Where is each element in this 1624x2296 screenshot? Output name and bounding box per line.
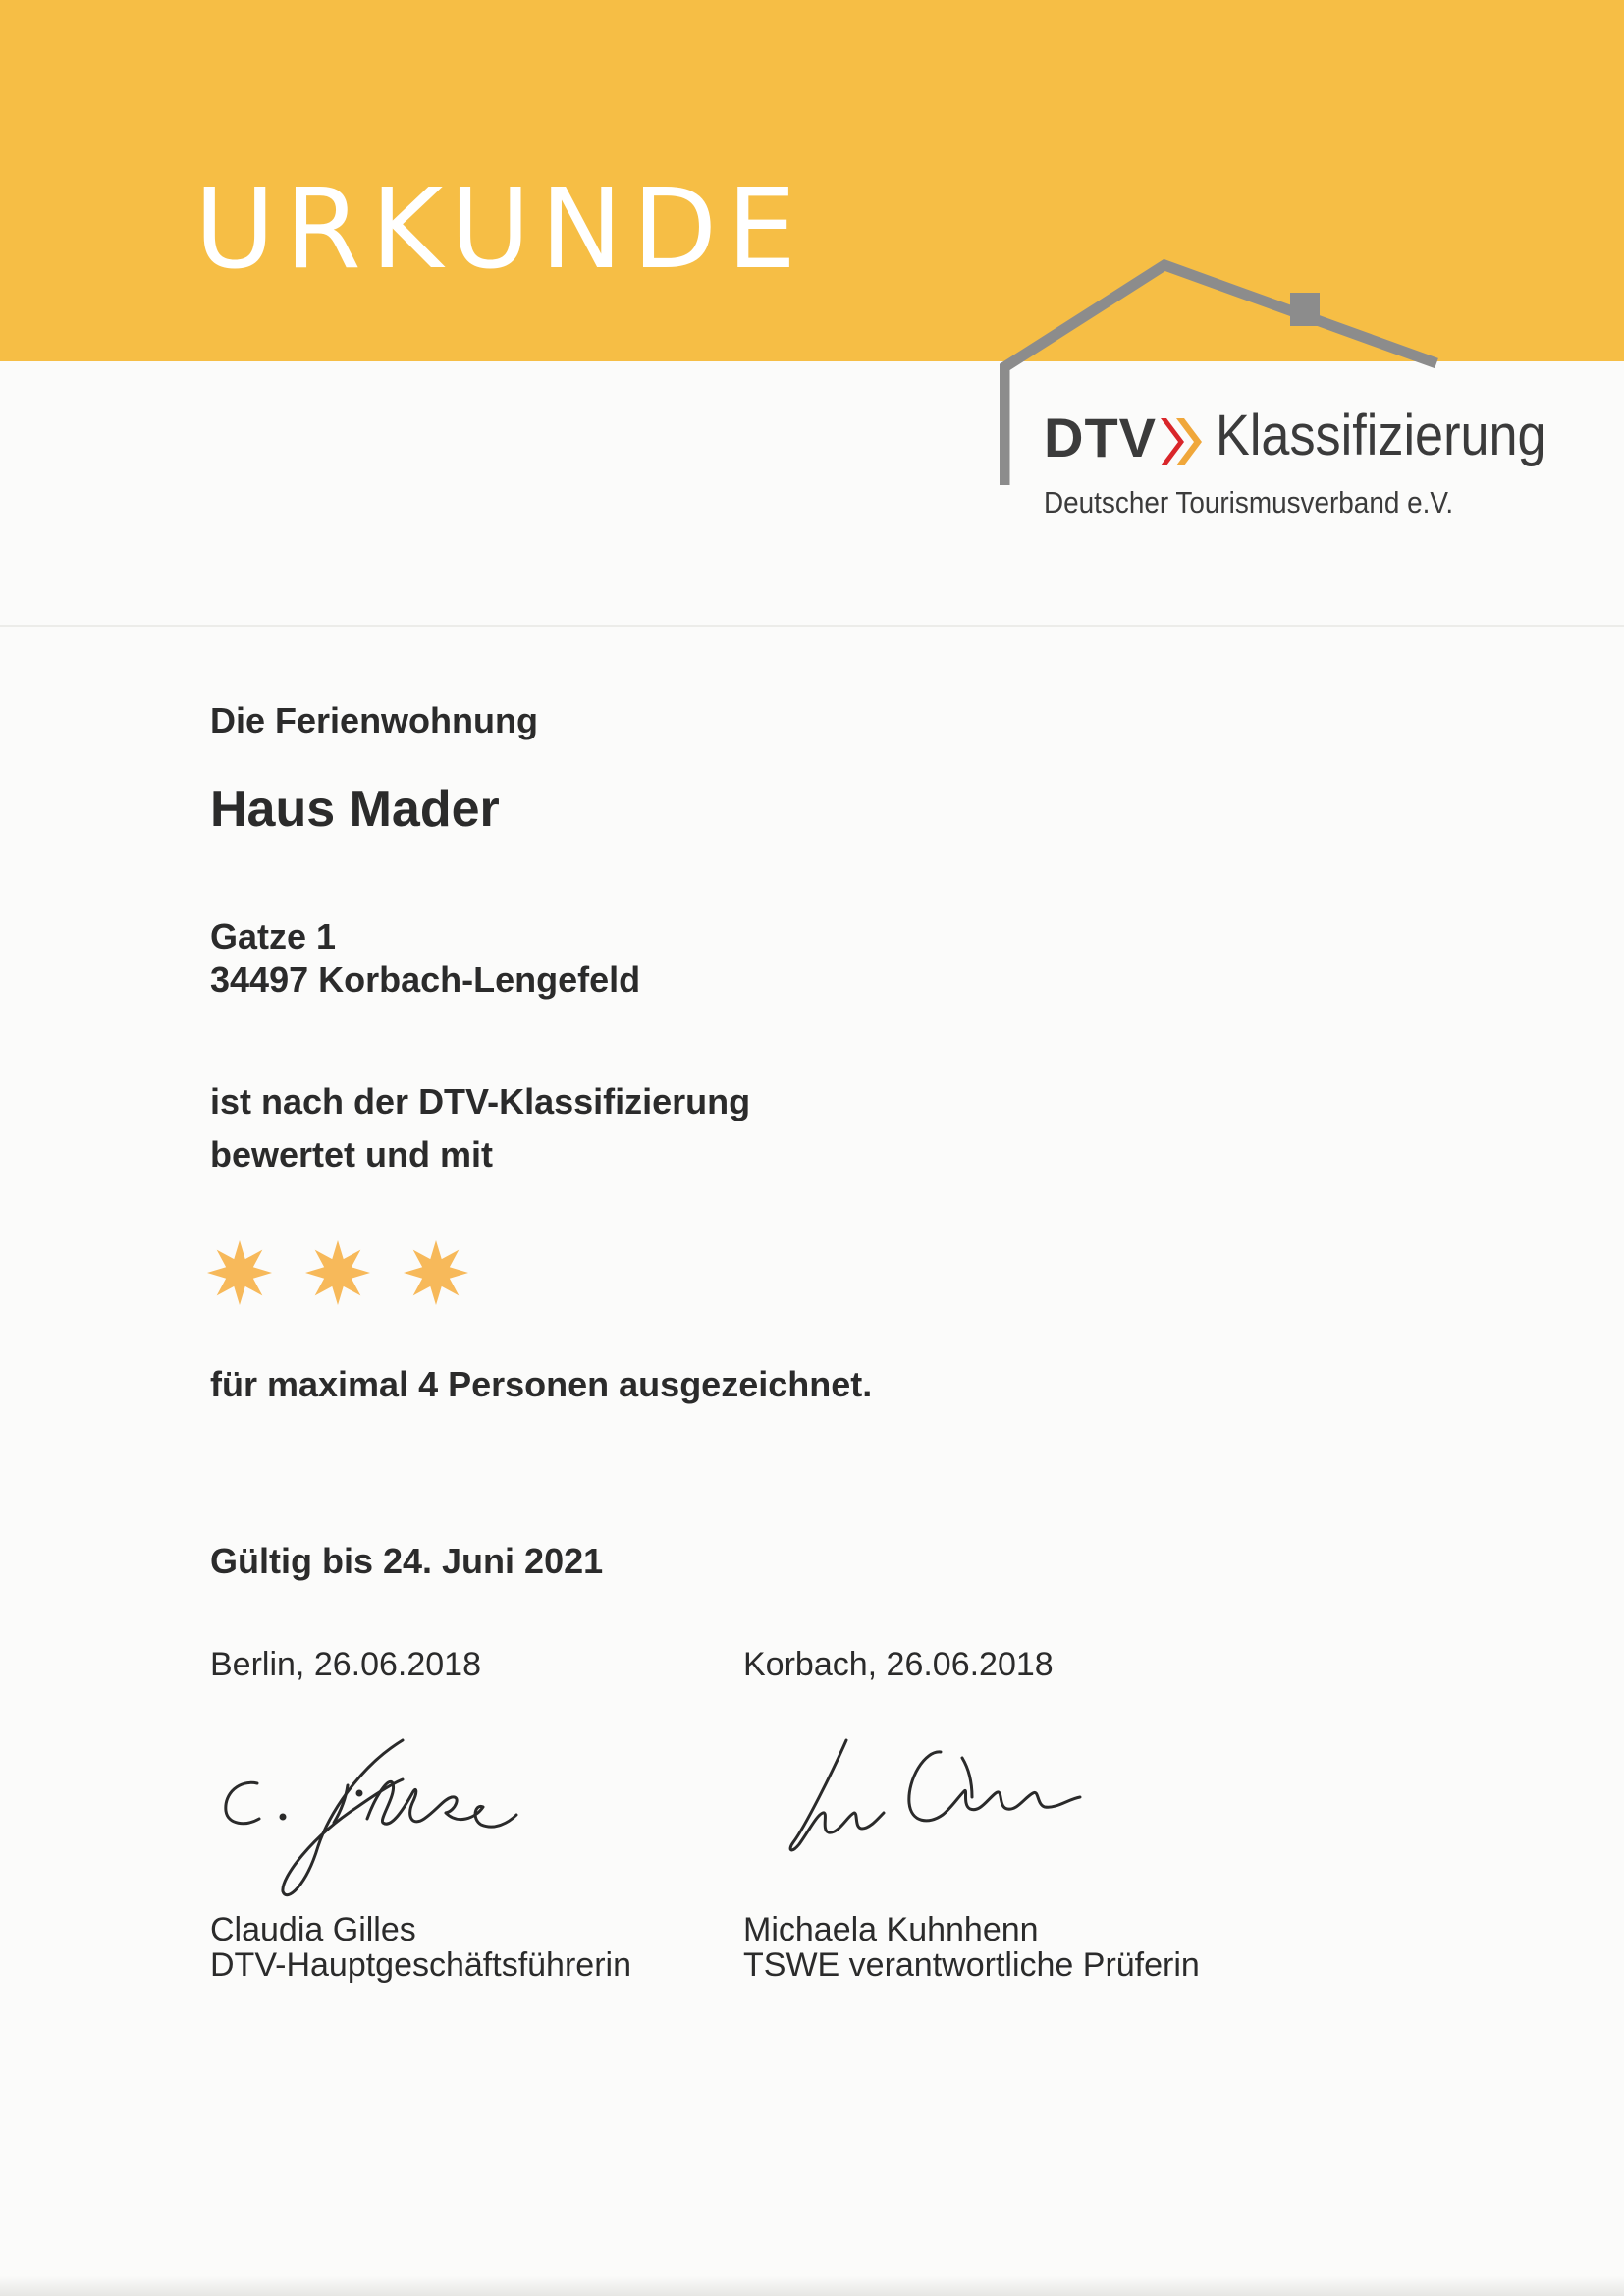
star-shape	[207, 1240, 272, 1305]
star-shape	[305, 1240, 370, 1305]
star-rating	[206, 1239, 469, 1306]
chevron-red	[1161, 418, 1184, 465]
right-place-date: Korbach, 26.06.2018	[743, 1646, 1054, 1683]
scan-divider	[0, 625, 1624, 627]
logo-brand: DTV	[1044, 407, 1157, 468]
star-icon	[206, 1239, 273, 1306]
star-icon	[403, 1239, 469, 1306]
capacity-text: für maximal 4 Personen ausgezeichnet.	[210, 1364, 873, 1404]
address-city: 34497 Korbach-Lengefeld	[210, 959, 641, 1000]
star-icon	[304, 1239, 371, 1306]
property-name: Haus Mader	[210, 781, 500, 838]
logo-product: Klassifizierung	[1216, 404, 1546, 467]
address-street: Gatze 1	[210, 916, 337, 957]
right-signer-role: TSWE verantwortliche Prüferin	[743, 1946, 1200, 1984]
house-chimney	[1290, 293, 1320, 326]
statement-line-2: bewertet und mit	[210, 1134, 494, 1175]
certificate-title: URKUNDE	[194, 166, 806, 294]
chevrons-icon	[1159, 416, 1208, 467]
scan-bottom-edge	[0, 2276, 1624, 2296]
left-signer-name: Claudia Gilles	[210, 1911, 416, 1948]
valid-until: Gültig bis 24. Juni 2021	[210, 1541, 604, 1581]
signature-claudia-gilles	[210, 1728, 583, 1905]
statement-line-1: ist nach der DTV-Klassifizierung	[210, 1081, 751, 1121]
star-shape	[404, 1240, 468, 1305]
signature-michaela-kuhnhenn	[776, 1728, 1149, 1866]
left-place-date: Berlin, 26.06.2018	[210, 1646, 481, 1683]
left-signer-role: DTV-Hauptgeschäftsführerin	[210, 1946, 631, 1984]
logo-organization: Deutscher Tourismusverband e.V.	[1044, 485, 1454, 519]
intro-text: Die Ferienwohnung	[210, 700, 539, 740]
right-signer-name: Michaela Kuhnhenn	[743, 1911, 1039, 1948]
